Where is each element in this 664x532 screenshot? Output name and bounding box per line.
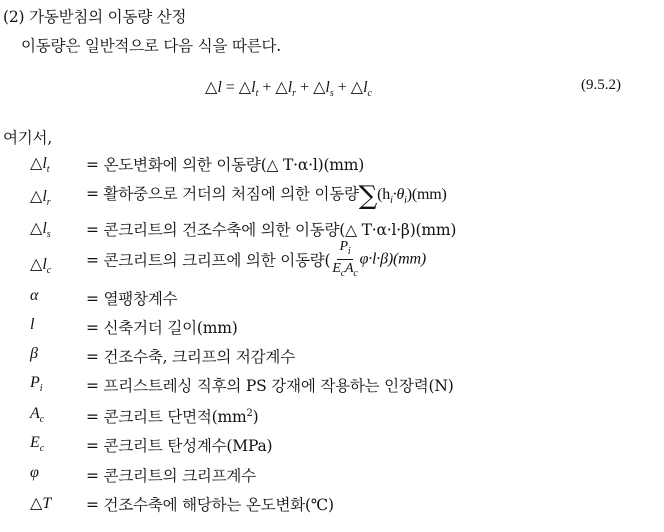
plus-sign: + <box>337 79 347 96</box>
definition-symbol: $\triangle l_c$ <box>30 256 52 276</box>
definition-symbol: $E_c$ <box>30 434 45 454</box>
definition-description: = 프리스트레싱 직후의 PS 강재에 작용하는 인장력(N) <box>86 377 454 395</box>
definition-symbol: $\triangle l_s$ <box>30 220 51 240</box>
definition-symbol: $P_i$ <box>30 374 43 394</box>
definition-description: = 콘크리트의 크리프계수 <box>86 467 256 485</box>
definition-description: = 건조수축에 해당하는 온도변화(℃) <box>86 496 334 514</box>
fraction: $\frac{P_i}{E_cA_c}$ <box>332 239 358 279</box>
equation-variable: l <box>287 79 293 96</box>
equation-subscript: t <box>255 88 259 99</box>
definition-description: = 온도변화에 의한 이동량(△ T·α·l)(mm) <box>86 156 365 174</box>
equation-variable: l <box>251 79 256 96</box>
where-label: 여기서, <box>3 129 53 147</box>
main-equation <box>205 77 372 99</box>
equals-sign: = <box>225 79 235 96</box>
definition-description: = 열팽창계수 <box>86 290 178 308</box>
definition-description: = 콘크리트의 건조수축에 의한 이동량(△ T·α·l·β)(mm) <box>86 221 457 239</box>
plus-sign: + <box>300 79 310 96</box>
plus-sign: + <box>262 79 272 96</box>
definition-symbol: $A_c$ <box>30 405 45 425</box>
delta-symbol: △ <box>350 79 364 96</box>
definition-description: = 신축거더 길이(mm) <box>86 319 238 337</box>
definition-description: = 건조수축, 크리프의 저감계수 <box>86 348 295 366</box>
definition-symbol: φ <box>30 464 39 481</box>
definition-description: = 활하중으로 거더의 처짐에 의한 이동량$\sum(h_i\cdot\theta_i)(mm)$ <box>86 181 447 211</box>
intro-text: 이동량은 일반적으로 다음 식을 따른다. <box>21 37 282 55</box>
definition-description: = 콘크리트 탄성계수(MPa) <box>86 437 273 455</box>
definition-symbol: l <box>30 316 35 333</box>
delta-symbol: △ <box>313 79 326 96</box>
delta-symbol: △ <box>205 79 218 96</box>
section-heading: (2) 가동받침의 이동량 산정 <box>3 8 187 26</box>
delta-symbol: △ <box>238 79 252 96</box>
equation-number: (9.5.2) <box>581 77 621 93</box>
definition-symbol: β <box>30 345 38 362</box>
definition-symbol: $\triangle l_t$ <box>30 155 50 175</box>
definition-symbol: $\triangle l_r$ <box>30 188 51 208</box>
delta-symbol: △ <box>275 79 288 96</box>
equation-subscript: r <box>292 88 297 99</box>
summation-symbol: ∑ <box>358 181 378 211</box>
definition-description: = 콘크리트 단면적$(mm^2)$ <box>86 408 259 426</box>
equation-variable: l <box>217 79 222 96</box>
definition-symbol: △T <box>30 495 52 512</box>
equation-subscript: s <box>329 88 334 99</box>
definition-description: = 콘크리트의 크리프에 의한 이동량( $\frac{P_i}{E_cA_c}$ φ·l·β)(mm) <box>86 239 426 279</box>
equation-variable: l <box>325 79 330 96</box>
equation-variable: l <box>363 79 368 96</box>
definition-symbol: α <box>30 287 39 304</box>
equation-subscript: c <box>367 88 372 99</box>
